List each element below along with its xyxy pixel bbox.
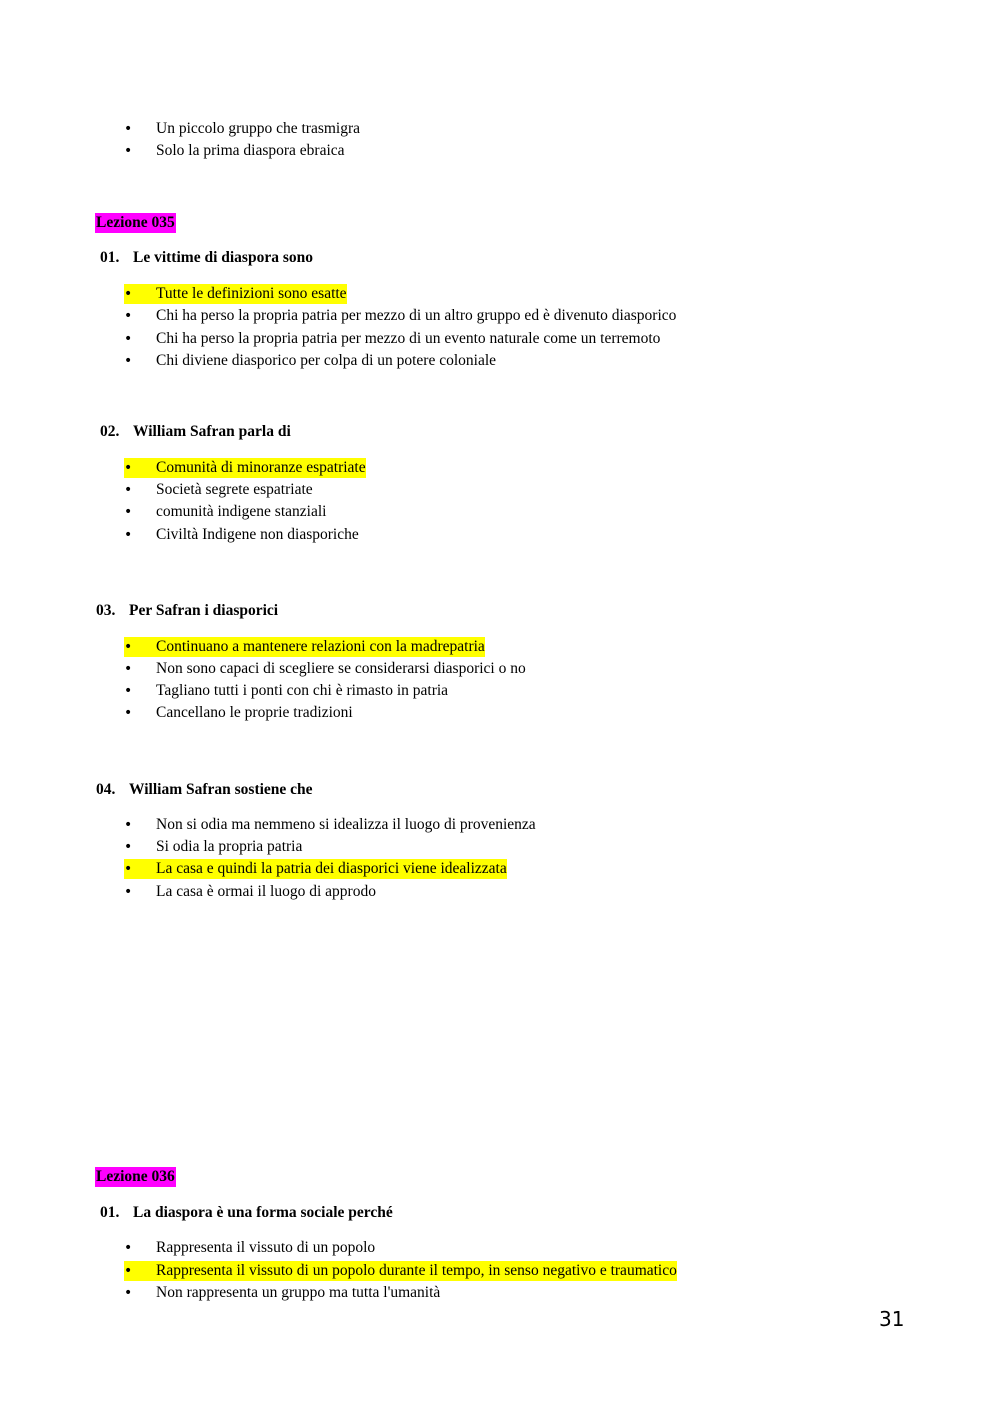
option-text: comunità indigene stanziali — [156, 503, 327, 520]
list-item — [124, 703, 353, 723]
lesson-title: Lezione 035 — [96, 214, 175, 231]
list-item — [124, 815, 536, 835]
bullet-icon — [124, 815, 156, 835]
bullet-icon — [124, 525, 156, 545]
bullet-icon — [124, 659, 156, 679]
bullet-icon — [124, 637, 156, 657]
question — [100, 422, 291, 442]
question-number: 01. — [100, 249, 120, 266]
list-item — [124, 659, 526, 679]
bullet-icon — [124, 480, 156, 500]
bullet-icon — [124, 1283, 156, 1303]
question-number: 01. — [100, 1204, 120, 1221]
option-text: Non sono capaci di scegliere se considerarsi diasporici o no — [156, 660, 526, 677]
question-text: Per Safran i diasporici — [129, 602, 279, 619]
option-text: Tutte le definizioni sono esatte — [156, 285, 347, 302]
question-text: William Safran sostiene che — [129, 781, 313, 798]
option-text: Tagliano tutti i ponti con chi è rimasto in patria — [156, 682, 449, 699]
question — [100, 248, 313, 268]
bullet-icon — [124, 141, 156, 161]
list-item — [124, 502, 326, 522]
option-text: Continuano a mantenere relazioni con la madrepatria — [156, 638, 485, 655]
question — [100, 1203, 393, 1223]
lesson-title: Lezione 036 — [96, 1168, 175, 1185]
bullet-icon — [124, 119, 156, 139]
bullet-icon — [124, 859, 156, 879]
bullet-icon — [124, 1261, 156, 1281]
bullet-icon — [124, 306, 156, 326]
option-text: Non si odia ma nemmeno si idealizza il luogo di provenienza — [156, 816, 536, 833]
list-item — [124, 637, 485, 657]
bullet-icon — [124, 681, 156, 701]
question-text: William Safran parla di — [133, 423, 291, 440]
question — [96, 601, 278, 621]
option-text: Un piccolo gruppo che trasmigra — [156, 120, 361, 137]
list-item — [124, 525, 359, 545]
option-text: La casa e quindi la patria dei diasporici viene idealizzata — [156, 860, 507, 877]
page-number: 31 — [879, 1307, 905, 1331]
question-text: Le vittime di diaspora sono — [133, 249, 313, 266]
bullet-icon — [124, 458, 156, 478]
option-text: Chi ha perso la propria patria per mezzo di un altro gruppo ed è divenuto diasporico — [156, 307, 677, 324]
option-text: Società segrete espatriate — [156, 481, 313, 498]
list-item — [124, 882, 376, 902]
option-text: Chi diviene diasporico per colpa di un potere coloniale — [156, 352, 497, 369]
option-text: Solo la prima diaspora ebraica — [156, 142, 345, 159]
question-number: 03. — [96, 602, 116, 619]
bullet-icon — [124, 703, 156, 723]
option-text: La casa è ormai il luogo di approdo — [156, 883, 376, 900]
option-text: Si odia la propria patria — [156, 838, 303, 855]
bullet-icon — [124, 284, 156, 304]
list-item — [124, 1238, 375, 1258]
list-item — [124, 284, 347, 304]
option-text: Civiltà Indigene non diasporiche — [156, 526, 359, 543]
list-item — [124, 1283, 440, 1303]
list-item — [124, 329, 660, 349]
bullet-icon — [124, 351, 156, 371]
option-text: Rappresenta il vissuto di un popolo — [156, 1239, 376, 1256]
bullet-icon — [124, 502, 156, 522]
option-text: Comunità di minoranze espatriate — [156, 459, 366, 476]
question — [96, 780, 313, 800]
list-item — [124, 351, 496, 371]
option-text: Rappresenta il vissuto di un popolo durante il tempo, in senso negativo e traumatico — [156, 1262, 677, 1279]
option-text: Cancellano le proprie tradizioni — [156, 704, 353, 721]
list-item — [124, 859, 507, 879]
list-item — [124, 119, 360, 139]
list-item — [124, 837, 302, 857]
bullet-icon — [124, 882, 156, 902]
bullet-icon — [124, 837, 156, 857]
bullet-icon — [124, 1238, 156, 1258]
question-number: 02. — [100, 423, 120, 440]
question-text: La diaspora è una forma sociale perché — [133, 1204, 393, 1221]
bullet-icon — [124, 329, 156, 349]
list-item — [124, 681, 448, 701]
question-number: 04. — [96, 781, 116, 798]
option-text: Chi ha perso la propria patria per mezzo di un evento naturale come un terremoto — [156, 330, 661, 347]
option-text: Non rappresenta un gruppo ma tutta l'umanità — [156, 1284, 441, 1301]
list-item — [124, 1261, 677, 1281]
list-item — [124, 458, 366, 478]
list-item — [124, 480, 313, 500]
list-item — [124, 141, 345, 161]
list-item — [124, 306, 676, 326]
